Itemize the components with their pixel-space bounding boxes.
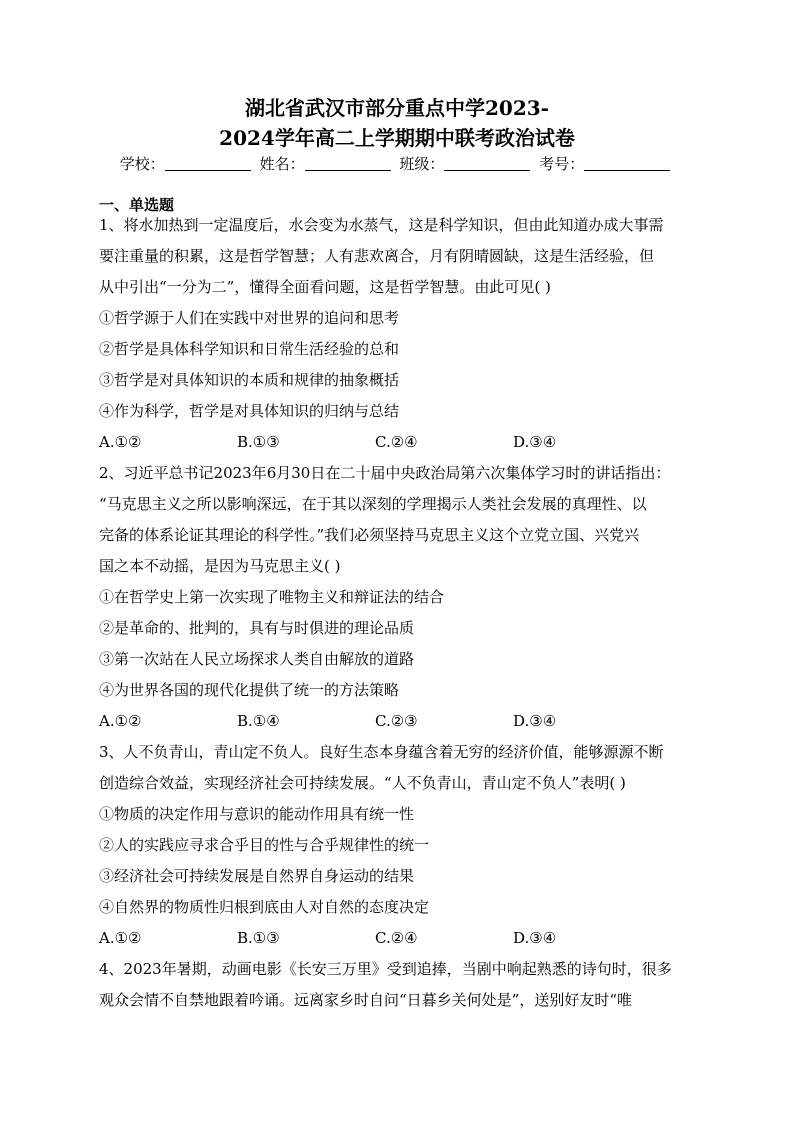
statement: ③经济社会可持续发展是自然界自身运动的结果 xyxy=(99,867,415,885)
question-stem-line: 3、人不负青山，青山定不负人。良好生态本身蕴含着无穷的经济价值，能够源源不断 xyxy=(99,743,664,761)
option-b[interactable]: B.①③ xyxy=(237,929,280,947)
school-blank[interactable] xyxy=(165,155,251,171)
statement: ②哲学是具体科学知识和日常生活经验的总和 xyxy=(99,340,400,358)
option-a[interactable]: A.①② xyxy=(99,929,142,947)
question-stem-line: 从中引出“一分为二”，懂得全面看问题，这是哲学智慧。由此可见( ) xyxy=(99,278,551,296)
answer-options xyxy=(99,706,699,737)
question-stem-line: 1、将水加热到一定温度后，水会变为水蒸气，这是科学知识，但由此知道办成大事需 xyxy=(99,216,664,234)
school-label: 学校： xyxy=(119,155,165,173)
statement: ①物质的决定作用与意识的能动作用具有统一性 xyxy=(99,805,415,823)
option-b[interactable]: B.①③ xyxy=(237,433,280,451)
student-info-row xyxy=(0,154,794,174)
option-d[interactable]: D.③④ xyxy=(513,712,557,730)
question-stem-line: 2、习近平总书记2023年6月30日在二十届中央政治局第六次集体学习时的讲话指出： xyxy=(99,464,671,482)
option-d[interactable]: D.③④ xyxy=(513,929,557,947)
option-b[interactable]: B.①④ xyxy=(237,712,280,730)
question-stem-line: 国之本不动摇，是因为马克思主义( ) xyxy=(99,557,341,575)
question xyxy=(99,954,699,1016)
exam-number-label: 考号： xyxy=(539,155,585,173)
question-stem-line: 要注重量的积累，这是哲学智慧；人有悲欢离合，月有阴晴圆缺，这是生活经验，但 xyxy=(99,247,655,265)
statement: ①哲学源于人们在实践中对世界的追问和思考 xyxy=(99,309,400,327)
question-list xyxy=(99,210,699,1016)
statement: ②人的实践应寻求合乎目的性与合乎规律性的统一 xyxy=(99,836,430,854)
statement: ①在哲学史上第一次实现了唯物主义和辩证法的结合 xyxy=(99,588,445,606)
class-label: 班级： xyxy=(399,155,445,173)
question xyxy=(99,737,699,954)
statement: ③哲学是对具体知识的本质和规律的抽象概括 xyxy=(99,371,400,389)
question-stem-line: 完备的体系论证其理论的科学性。”我们必须坚持马克思主义这个立党立国、兴党兴 xyxy=(99,526,640,544)
question-stem-line: “马克思主义之所以影响深远，在于其以深刻的学理揭示人类社会发展的真理性、以 xyxy=(99,495,647,513)
option-a[interactable]: A.①② xyxy=(99,712,142,730)
option-c[interactable]: C.②③ xyxy=(375,712,418,730)
class-blank[interactable] xyxy=(444,155,530,171)
exam-number-blank[interactable] xyxy=(584,155,670,171)
option-c[interactable]: C.②④ xyxy=(375,433,418,451)
statement: ④作为科学，哲学是对具体知识的归纳与总结 xyxy=(99,402,400,420)
exam-title-line-1: 湖北省武汉市部分重点中学2023- xyxy=(245,96,549,120)
answer-options xyxy=(99,923,699,954)
option-d[interactable]: D.③④ xyxy=(513,433,557,451)
question xyxy=(99,458,699,737)
exam-title-line-2: 2024学年高二上学期期中联考政治试卷 xyxy=(219,126,575,150)
question-stem-line: 4、2023年暑期，动画电影《长安三万里》受到追捧，当剧中响起熟悉的诗句时，很多 xyxy=(99,960,672,978)
option-c[interactable]: C.②④ xyxy=(375,929,418,947)
name-label: 姓名： xyxy=(259,155,305,173)
statement: ④为世界各国的现代化提供了统一的方法策略 xyxy=(99,681,400,699)
statement: ②是革命的、批判的，具有与时俱进的理论品质 xyxy=(99,619,415,637)
question xyxy=(99,210,699,458)
question-stem-line: 观众会情不自禁地跟着吟诵。远离家乡时自问“日暮乡关何处是”，送别好友时“唯 xyxy=(99,991,633,1009)
question-stem-line: 创造综合效益，实现经济社会可持续发展。“人不负青山，青山定不负人”表明( ) xyxy=(99,774,626,792)
statement: ③第一次站在人民立场探求人类自由解放的道路 xyxy=(99,650,415,668)
statement: ④自然界的物质性归根到底由人对自然的态度决定 xyxy=(99,898,430,916)
section-title: 一、单选题 xyxy=(99,196,175,214)
option-a[interactable]: A.①② xyxy=(99,433,142,451)
name-blank[interactable] xyxy=(305,155,391,171)
answer-options xyxy=(99,427,699,458)
